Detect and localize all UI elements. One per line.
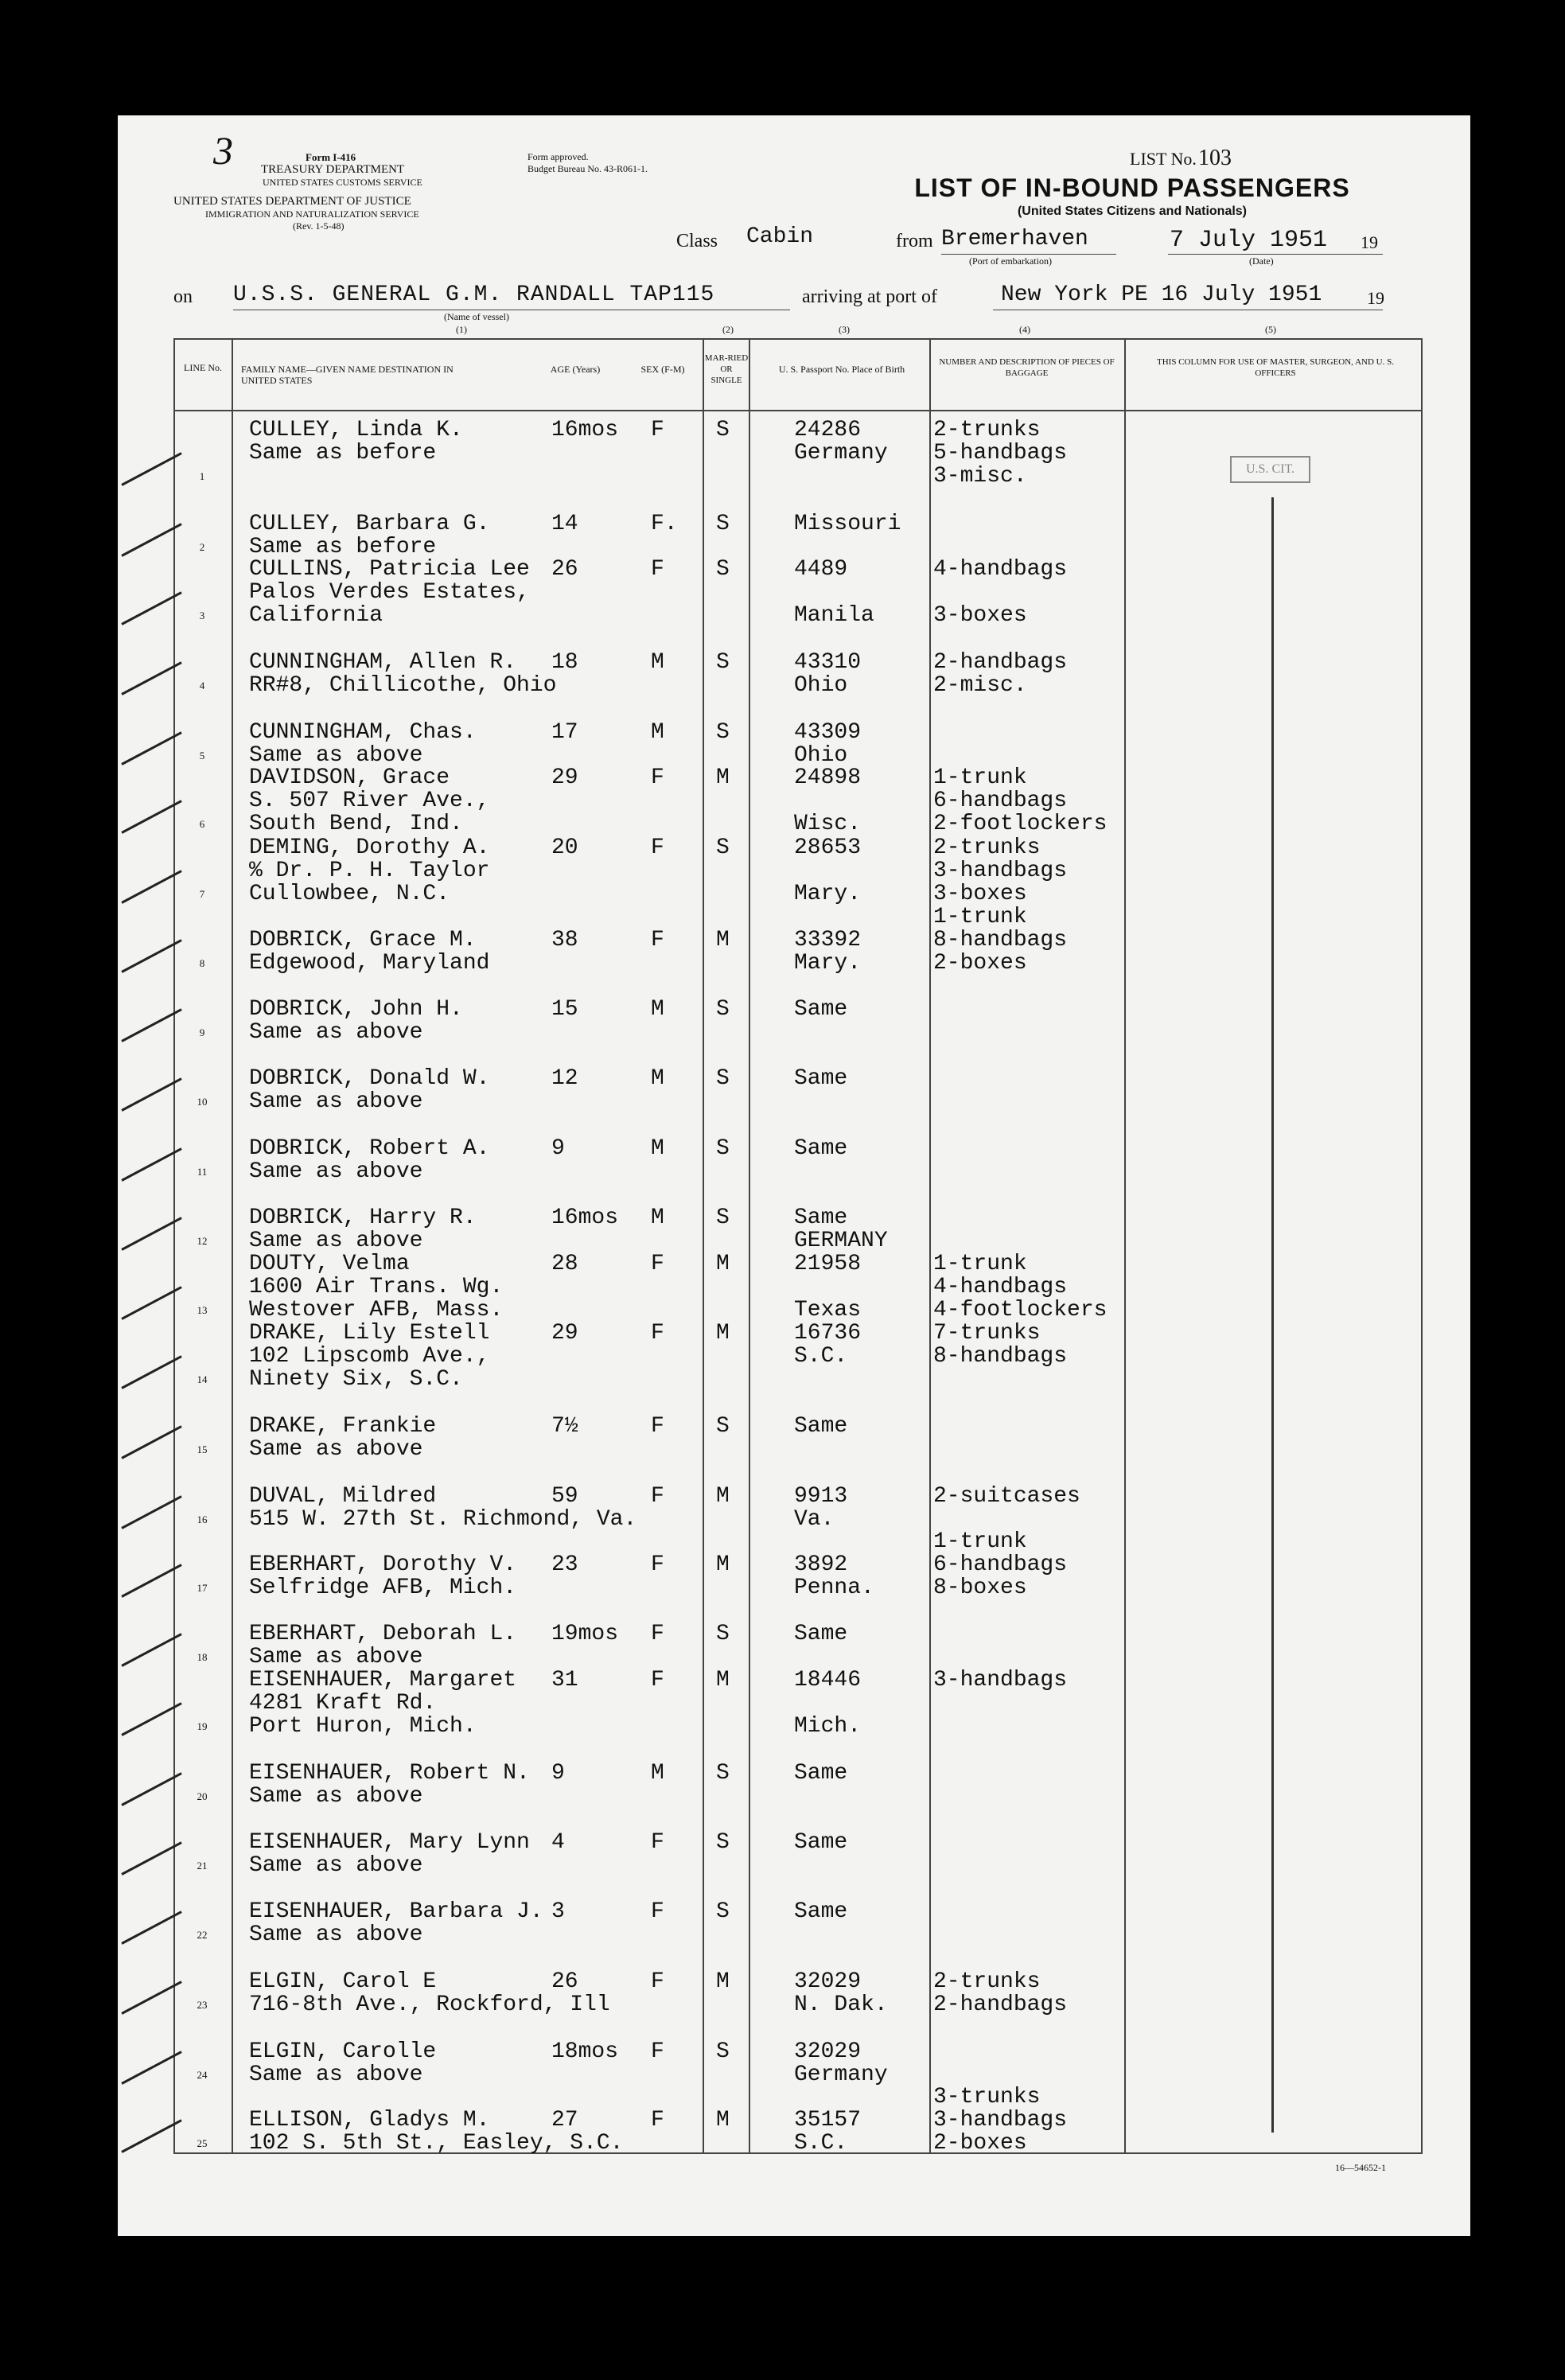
passenger-name-line: Cullowbee, N.C. xyxy=(249,882,450,906)
passport-birthplace: Ohio xyxy=(794,743,848,768)
marital-status: S xyxy=(716,1066,730,1091)
baggage-item: 2-trunks xyxy=(933,1969,1041,1994)
age-value: 26 xyxy=(551,1969,578,1994)
baggage-item: 6-handbags xyxy=(933,789,1068,813)
marital-status: M xyxy=(716,1321,730,1346)
passenger-name-line: RR#8, Chillicothe, Ohio xyxy=(249,673,557,698)
passport-birthplace: 35157 xyxy=(794,2108,862,2133)
passenger-name-line: EISENHAUER, Robert N. xyxy=(249,1761,530,1786)
vessel-caption: (Name of vessel) xyxy=(444,311,509,322)
passport-birthplace: 43309 xyxy=(794,720,862,745)
age-value: 29 xyxy=(551,765,578,790)
passport-birthplace: 18446 xyxy=(794,1668,862,1692)
form-approved: Form approved. xyxy=(528,151,589,162)
column-number-5: (5) xyxy=(1265,324,1276,335)
handwritten-page-number: 3 xyxy=(213,128,233,173)
passport-birthplace: Va. xyxy=(794,1507,835,1532)
passenger-name-line: DOUTY, Velma xyxy=(249,1252,410,1276)
passenger-name-line: CULLINS, Patricia Lee xyxy=(249,557,530,582)
sex-value: F xyxy=(651,1484,664,1509)
baggage-item: 3-handbags xyxy=(933,859,1068,883)
passenger-name-line: EBERHART, Deborah L. xyxy=(249,1622,517,1646)
header-sex: SEX (F-M) xyxy=(640,364,685,375)
passport-birthplace: 24286 xyxy=(794,418,862,442)
baggage-item: 3-boxes xyxy=(933,882,1027,906)
line-number: 4 xyxy=(199,680,205,691)
passenger-name-line: Same as above xyxy=(249,743,423,768)
age-value: 59 xyxy=(551,1484,578,1509)
marital-status: S xyxy=(716,2039,730,2064)
marital-status: S xyxy=(716,1206,730,1230)
passport-birthplace: Same xyxy=(794,1622,848,1646)
sex-value: F xyxy=(651,1321,664,1346)
passport-birthplace: 33392 xyxy=(794,928,862,952)
sex-value: F xyxy=(651,2108,664,2133)
passport-birthplace: Same xyxy=(794,1136,848,1161)
passport-birthplace: Wisc. xyxy=(794,812,862,836)
immigration-service: IMMIGRATION AND NATURALIZATION SERVICE xyxy=(205,208,419,220)
age-value: 9 xyxy=(551,1136,565,1161)
line-number: 25 xyxy=(197,2137,208,2149)
passenger-name-line: DOBRICK, Grace M. xyxy=(249,928,477,952)
date-suffix: 19 xyxy=(1361,232,1378,252)
passport-birthplace: Penna. xyxy=(794,1576,874,1600)
baggage-item: 8-handbags xyxy=(933,928,1068,952)
age-value: 38 xyxy=(551,928,578,952)
passport-birthplace: Texas xyxy=(794,1298,862,1322)
baggage-item: 1-trunk xyxy=(933,1252,1027,1276)
class-label: Class xyxy=(676,231,718,251)
age-value: 7½ xyxy=(551,1414,578,1439)
baggage-item: 1-trunk xyxy=(933,905,1027,929)
arrival-suffix: 19 xyxy=(1367,288,1384,308)
passenger-name-line: 1600 Air Trans. Wg. xyxy=(249,1275,504,1299)
passenger-name-line: ELLISON, Gladys M. xyxy=(249,2108,490,2133)
passport-birthplace: Same xyxy=(794,997,848,1022)
marital-status: S xyxy=(716,720,730,745)
marital-status: M xyxy=(716,1969,730,1994)
marital-status: S xyxy=(716,557,730,582)
baggage-item: 4-handbags xyxy=(933,557,1068,582)
date-caption: (Date) xyxy=(1249,255,1274,267)
age-value: 12 xyxy=(551,1066,578,1091)
passport-birthplace: N. Dak. xyxy=(794,1992,888,2017)
passenger-name-line: Same as above xyxy=(249,1853,423,1878)
passenger-name-line: DOBRICK, Harry R. xyxy=(249,1206,477,1230)
marital-status: M xyxy=(716,1552,730,1577)
passenger-name-line: Ninety Six, S.C. xyxy=(249,1367,463,1392)
passenger-name-line: Same as above xyxy=(249,1784,423,1809)
passenger-name-line: 716-8th Ave., Rockford, Ill xyxy=(249,1992,610,2017)
customs-service: UNITED STATES CUSTOMS SERVICE xyxy=(263,177,422,188)
line-number: 15 xyxy=(197,1443,208,1455)
passenger-name-line: Same as above xyxy=(249,1229,423,1253)
sex-value: F xyxy=(651,1969,664,1994)
vessel-name: U.S.S. GENERAL G.M. RANDALL TAP115 xyxy=(233,282,715,307)
sex-value: M xyxy=(651,650,664,675)
passport-birthplace: Mary. xyxy=(794,951,862,976)
marital-status: S xyxy=(716,418,730,442)
marital-status: M xyxy=(716,1668,730,1692)
sex-value: F xyxy=(651,557,664,582)
passenger-name-line: Westover AFB, Mass. xyxy=(249,1298,504,1322)
passenger-name-line: Same as above xyxy=(249,1020,423,1045)
from-label: from xyxy=(896,231,933,251)
arrival-port-date: New York PE 16 July 1951 xyxy=(1001,282,1322,307)
marital-status: S xyxy=(716,1414,730,1439)
passenger-name-line: Selfridge AFB, Mich. xyxy=(249,1576,517,1600)
baggage-item: 2-suitcases xyxy=(933,1484,1080,1509)
sex-value: F xyxy=(651,1830,664,1855)
age-value: 17 xyxy=(551,720,578,745)
passenger-name-line: Same as before xyxy=(249,441,437,465)
marital-status: S xyxy=(716,1899,730,1924)
passenger-name-line: California xyxy=(249,603,383,628)
passport-birthplace: S.C. xyxy=(794,2131,848,2156)
baggage-item: 3-trunks xyxy=(933,2085,1041,2109)
passenger-name-line: DEMING, Dorothy A. xyxy=(249,836,490,860)
passport-birthplace: 16736 xyxy=(794,1321,862,1346)
column-number-2: (2) xyxy=(722,324,734,335)
age-value: 18 xyxy=(551,650,578,675)
passport-birthplace: 3892 xyxy=(794,1552,848,1577)
line-number: 14 xyxy=(197,1373,208,1385)
line-number: 22 xyxy=(197,1929,208,1941)
passenger-name-line: DOBRICK, Robert A. xyxy=(249,1136,490,1161)
age-value: 3 xyxy=(551,1899,565,1924)
marital-status: S xyxy=(716,997,730,1022)
passenger-name-line: Same as before xyxy=(249,535,437,559)
age-value: 23 xyxy=(551,1552,578,1577)
passport-birthplace: Same xyxy=(794,1206,848,1230)
passenger-name-line: Same as above xyxy=(249,1089,423,1114)
line-number: 12 xyxy=(197,1235,208,1247)
passenger-name-line: DUVAL, Mildred xyxy=(249,1484,437,1509)
passenger-name-line: ELGIN, Carolle xyxy=(249,2039,437,2064)
baggage-item: 6-handbags xyxy=(933,1552,1068,1577)
arriving-label: arriving at port of xyxy=(802,286,937,307)
passport-birthplace: Same xyxy=(794,1761,848,1786)
sex-value: M xyxy=(651,720,664,745)
baggage-item: 7-trunks xyxy=(933,1321,1041,1346)
passport-birthplace: Mich. xyxy=(794,1714,862,1739)
passport-birthplace: 32029 xyxy=(794,2039,862,2064)
passenger-name-line: Same as above xyxy=(249,1645,423,1669)
sex-value: F xyxy=(651,1668,664,1692)
passenger-name-line: DRAKE, Lily Estell xyxy=(249,1321,490,1346)
sex-value: F xyxy=(651,1552,664,1577)
sex-value: F xyxy=(651,1252,664,1276)
passport-birthplace: Missouri xyxy=(794,512,901,536)
line-number: 23 xyxy=(197,1999,208,2011)
passenger-name-line: Same as above xyxy=(249,1922,423,1947)
baggage-item: 4-handbags xyxy=(933,1275,1068,1299)
baggage-item: 8-handbags xyxy=(933,1344,1068,1369)
on-label: on xyxy=(173,286,193,307)
age-value: 20 xyxy=(551,836,578,860)
marital-status: S xyxy=(716,1622,730,1646)
passenger-name-line: CUNNINGHAM, Allen R. xyxy=(249,650,517,675)
sex-value: F xyxy=(651,765,664,790)
passport-birthplace: Ohio xyxy=(794,673,848,698)
passport-birthplace: Germany xyxy=(794,2063,888,2087)
marital-status: S xyxy=(716,512,730,536)
passport-birthplace: 43310 xyxy=(794,650,862,675)
embarkation-port: Bremerhaven xyxy=(941,227,1088,251)
age-value: 26 xyxy=(551,557,578,582)
passport-birthplace: Mary. xyxy=(794,882,862,906)
baggage-item: 5-handbags xyxy=(933,441,1068,465)
passport-birthplace: Manila xyxy=(794,603,874,628)
passport-birthplace: Same xyxy=(794,1830,848,1855)
sex-value: F xyxy=(651,1622,664,1646)
baggage-item: 2-trunks xyxy=(933,418,1041,442)
manifest-page xyxy=(118,115,1470,2236)
marital-status: S xyxy=(716,1830,730,1855)
sex-value: F. xyxy=(651,512,678,536)
document-title: LIST OF IN-BOUND PASSENGERS xyxy=(914,173,1350,202)
passenger-name-line: CULLEY, Barbara G. xyxy=(249,512,490,536)
passenger-name-line: EBERHART, Dorothy V. xyxy=(249,1552,517,1577)
passenger-name-line: 515 W. 27th St. Richmond, Va. xyxy=(249,1507,637,1532)
marital-status: S xyxy=(716,1761,730,1786)
passenger-name-line: Same as above xyxy=(249,1437,423,1462)
age-value: 15 xyxy=(551,997,578,1022)
age-value: 28 xyxy=(551,1252,578,1276)
sex-value: F xyxy=(651,418,664,442)
passenger-name-line: South Bend, Ind. xyxy=(249,812,463,836)
passport-birthplace: Same xyxy=(794,1066,848,1091)
age-value: 16mos xyxy=(551,1206,619,1230)
header-baggage: NUMBER AND DESCRIPTION OF PIECES OF BAGGAGE xyxy=(939,357,1115,378)
passport-birthplace: 4489 xyxy=(794,557,848,582)
age-value: 29 xyxy=(551,1321,578,1346)
list-label: LIST No. xyxy=(1130,149,1197,169)
header-officers: THIS COLUMN FOR USE OF MASTER, SURGEON, AND U. S. OFFICERS xyxy=(1157,357,1394,378)
sex-value: F xyxy=(651,836,664,860)
age-value: 14 xyxy=(551,512,578,536)
baggage-item: 3-boxes xyxy=(933,603,1027,628)
line-number: 13 xyxy=(197,1304,208,1316)
passport-birthplace: 32029 xyxy=(794,1969,862,1994)
baggage-item: 2-handbags xyxy=(933,650,1068,675)
line-number: 19 xyxy=(197,1720,208,1732)
marital-status: S xyxy=(716,1136,730,1161)
column-number-4: (4) xyxy=(1019,324,1030,335)
age-value: 27 xyxy=(551,2108,578,2133)
treasury-department: TREASURY DEPARTMENT xyxy=(261,163,405,176)
baggage-item: 2-handbags xyxy=(933,1992,1068,2017)
column-number-3: (3) xyxy=(839,324,850,335)
line-number: 9 xyxy=(199,1026,205,1038)
age-value: 31 xyxy=(551,1668,578,1692)
baggage-item: 2-trunks xyxy=(933,836,1041,860)
line-number: 7 xyxy=(199,888,205,900)
marital-status: M xyxy=(716,1252,730,1276)
line-number: 1 xyxy=(199,470,205,482)
header-married: MAR-RIED OR SINGLE xyxy=(704,353,749,385)
baggage-item: 2-boxes xyxy=(933,951,1027,976)
passenger-name-line: EISENHAUER, Barbara J. xyxy=(249,1899,543,1924)
header-passport: U. S. Passport No. Place of Birth xyxy=(778,364,905,375)
line-number: 6 xyxy=(199,818,205,830)
passenger-name-line: EISENHAUER, Mary Lynn xyxy=(249,1830,530,1855)
passenger-name-line: 102 S. 5th St., Easley, S.C. xyxy=(249,2131,624,2156)
passenger-name-line: Palos Verdes Estates, xyxy=(249,580,530,605)
marital-status: M xyxy=(716,1484,730,1509)
line-number: 24 xyxy=(197,2069,208,2081)
officer-check-line xyxy=(1271,497,1274,2133)
passenger-name-line: CULLEY, Linda K. xyxy=(249,418,463,442)
baggage-item: 2-boxes xyxy=(933,2131,1027,2156)
passenger-name-line: DAVIDSON, Grace xyxy=(249,765,450,790)
age-value: 16mos xyxy=(551,418,619,442)
line-number: 5 xyxy=(199,750,205,762)
line-number: 17 xyxy=(197,1582,208,1594)
us-citizen-stamp: U.S. CIT. xyxy=(1230,456,1310,483)
sex-value: M xyxy=(651,1136,664,1161)
passenger-name-line: Edgewood, Maryland xyxy=(249,951,490,976)
passenger-name-line: DOBRICK, John H. xyxy=(249,997,463,1022)
passenger-name-line: DOBRICK, Donald W. xyxy=(249,1066,490,1091)
baggage-item: 3-handbags xyxy=(933,2108,1068,2133)
header-name: FAMILY NAME—GIVEN NAME DESTINATION IN UNITED STATES xyxy=(241,364,454,386)
passport-birthplace: 28653 xyxy=(794,836,862,860)
passport-birthplace: GERMANY xyxy=(794,1229,888,1253)
marital-status: M xyxy=(716,928,730,952)
passport-birthplace: 9913 xyxy=(794,1484,848,1509)
line-number: 2 xyxy=(199,541,205,553)
passenger-name-line: DRAKE, Frankie xyxy=(249,1414,437,1439)
justice-department: UNITED STATES DEPARTMENT OF JUSTICE xyxy=(173,195,411,208)
passenger-name-line: CUNNINGHAM, Chas. xyxy=(249,720,477,745)
baggage-item: 2-misc. xyxy=(933,673,1027,698)
sex-value: M xyxy=(651,1761,664,1786)
departure-date: 7 July 1951 xyxy=(1170,227,1328,254)
baggage-item: 3-misc. xyxy=(933,464,1027,489)
sex-value: F xyxy=(651,1899,664,1924)
budget-bureau: Budget Bureau No. 43-R061-1. xyxy=(528,163,648,174)
line-number: 8 xyxy=(199,957,205,969)
age-value: 19mos xyxy=(551,1622,619,1646)
passport-birthplace: 21958 xyxy=(794,1252,862,1276)
line-number: 18 xyxy=(197,1651,208,1663)
passenger-name-line: EISENHAUER, Margaret xyxy=(249,1668,517,1692)
passenger-name-line: S. 507 River Ave., xyxy=(249,789,490,813)
passenger-name-line: % Dr. P. H. Taylor xyxy=(249,859,490,883)
marital-status: M xyxy=(716,765,730,790)
passport-birthplace: Germany xyxy=(794,441,888,465)
passenger-name-line: Same as above xyxy=(249,2063,423,2087)
line-number: 10 xyxy=(197,1096,208,1108)
sex-value: F xyxy=(651,928,664,952)
age-value: 9 xyxy=(551,1761,565,1786)
passport-birthplace: S.C. xyxy=(794,1344,848,1369)
marital-status: M xyxy=(716,2108,730,2133)
sex-value: M xyxy=(651,1206,664,1230)
line-number: 20 xyxy=(197,1790,208,1802)
sex-value: M xyxy=(651,997,664,1022)
form-number: Form I-416 xyxy=(306,151,356,163)
baggage-item: 1-trunk xyxy=(933,765,1027,790)
passenger-name-line: 4281 Kraft Rd. xyxy=(249,1691,437,1716)
line-number: 16 xyxy=(197,1513,208,1525)
marital-status: S xyxy=(716,836,730,860)
form-revision: (Rev. 1-5-48) xyxy=(293,220,345,232)
baggage-item: 1-trunk xyxy=(933,1529,1027,1554)
passenger-name-line: Same as above xyxy=(249,1159,423,1184)
sex-value: F xyxy=(651,1414,664,1439)
baggage-item: 3-handbags xyxy=(933,1668,1068,1692)
line-number: 3 xyxy=(199,610,205,621)
passenger-name-line: ELGIN, Carol E xyxy=(249,1969,437,1994)
baggage-item: 2-footlockers xyxy=(933,812,1108,836)
header-age: AGE (Years) xyxy=(550,364,601,375)
column-number-1: (1) xyxy=(456,324,467,335)
header-line-number: LINE No. xyxy=(184,362,222,373)
document-subtitle: (United States Citizens and Nationals) xyxy=(1017,205,1248,218)
baggage-item: 4-footlockers xyxy=(933,1298,1108,1322)
age-value: 18mos xyxy=(551,2039,619,2064)
footer-code: 16—54652-1 xyxy=(1335,2162,1386,2173)
marital-status: S xyxy=(716,650,730,675)
sex-value: M xyxy=(651,1066,664,1091)
age-value: 4 xyxy=(551,1830,565,1855)
list-number: 103 xyxy=(1198,146,1232,170)
line-number: 11 xyxy=(197,1166,208,1178)
sex-value: F xyxy=(651,2039,664,2064)
line-number: 21 xyxy=(197,1860,208,1872)
port-caption: (Port of embarkation) xyxy=(969,255,1052,267)
passenger-name-line: 102 Lipscomb Ave., xyxy=(249,1344,490,1369)
passport-birthplace: Same xyxy=(794,1414,848,1439)
baggage-item: 8-boxes xyxy=(933,1576,1027,1600)
class-value: Cabin xyxy=(746,224,814,249)
passport-birthplace: Same xyxy=(794,1899,848,1924)
passport-birthplace: 24898 xyxy=(794,765,862,790)
passenger-name-line: Port Huron, Mich. xyxy=(249,1714,477,1739)
